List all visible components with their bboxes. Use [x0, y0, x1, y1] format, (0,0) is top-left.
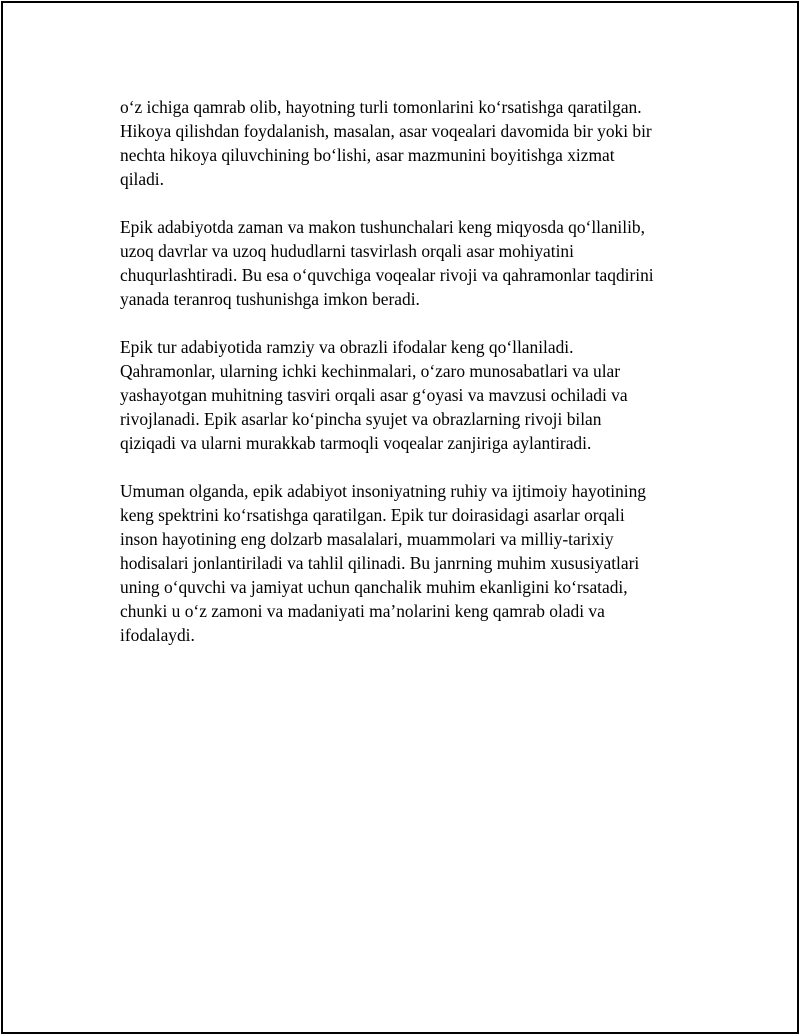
document-body: [120, 95, 700, 671]
text-line: chuqurlashtiradi. Bu esa o‘quvchiga voqealar rivoji va qahramonlar taqdirini: [120, 265, 654, 285]
text-line: Qahramonlar, ularning ichki kechinmalari, o‘zaro munosabatlari va ular: [120, 361, 621, 381]
text-line: Epik tur adabiyotida ramziy va obrazli ifodalar keng qo‘llaniladi.: [120, 337, 574, 357]
text-line: Umuman olganda, epik adabiyot insoniyatning ruhiy va ijtimoiy hayotining: [120, 481, 646, 501]
text-line: yashayotgan muhitning tasviri orqali asar g‘oyasi va mavzusi ochiladi va: [120, 385, 628, 405]
text-line: hodisalari jonlantiriladi va tahlil qilinadi. Bu janrning muhim xususiyatlari: [120, 553, 640, 573]
text-line: Hikoya qilishdan foydalanish, masalan, asar voqealari davomida bir yoki bir: [120, 121, 652, 141]
text-line: Epik adabiyotda zaman va makon tushunchalari keng miqyosda qo‘llanilib,: [120, 217, 645, 237]
paragraph-4: [120, 479, 700, 647]
text-line: ifodalaydi.: [120, 625, 195, 645]
text-line: chunki u o‘z zamoni va madaniyati ma’nolarini keng qamrab oladi va: [120, 601, 605, 621]
paragraph-1: [120, 95, 700, 191]
text-line: uzoq davrlar va uzoq hududlarni tasvirlash orqali asar mohiyatini: [120, 241, 574, 261]
text-line: yanada teranroq tushunishga imkon beradi.: [120, 289, 420, 309]
text-line: qiziqadi va ularni murakkab tarmoqli voqealar zanjiriga aylantiradi.: [120, 433, 592, 453]
text-line: keng spektrini ko‘rsatishga qaratilgan. Epik tur doirasidagi asarlar orqali: [120, 505, 625, 525]
text-line: qiladi.: [120, 169, 164, 189]
document-page: [1, 1, 799, 1034]
text-line: inson hayotining eng dolzarb masalalari, muammolari va milliy-tarixiy: [120, 529, 614, 549]
text-line: rivojlanadi. Epik asarlar ko‘pincha syujet va obrazlarning rivoji bilan: [120, 409, 602, 429]
text-line: uning o‘quvchi va jamiyat uchun qanchalik muhim ekanligini ko‘rsatadi,: [120, 577, 628, 597]
paragraph-3: [120, 335, 700, 455]
text-line: o‘z ichiga qamrab olib, hayotning turli tomonlarini ko‘rsatishga qaratilgan.: [120, 97, 642, 117]
paragraph-2: [120, 215, 700, 311]
text-line: nechta hikoya qiluvchining bo‘lishi, asar mazmunini boyitishga xizmat: [120, 145, 615, 165]
